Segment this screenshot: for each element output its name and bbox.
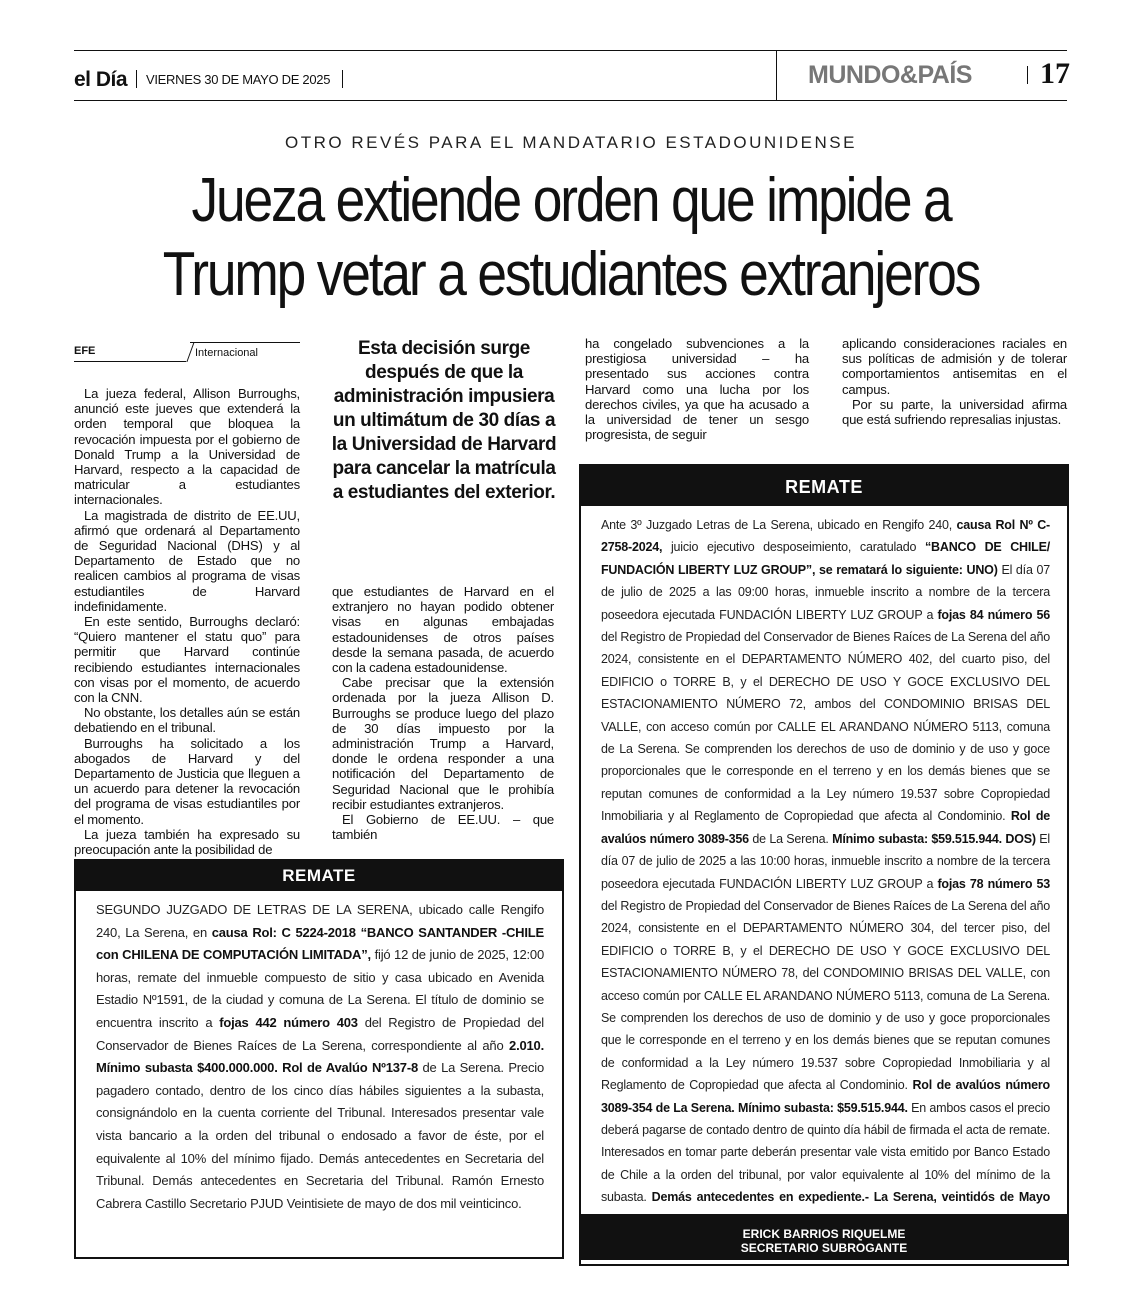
byline-slash — [186, 342, 194, 362]
paragraph: Burroughs ha solicitado a los abogados de Harvard y del Departamento de Justicia que lleguen a un acuerdo para detener la revocación del programa de visas estudiantiles por el momento. — [74, 735, 300, 827]
remate-text: El día 07 de julio de 2025 a las 10:00 horas, inmueble inscrito a nombre de la tercera poseedora ejecutada FUNDACIÓN LIBERTY LUZ GROUP a — [601, 831, 1051, 891]
byline-top-rule — [190, 342, 300, 343]
paragraph: La jueza también ha expresado su preocupación ante la posibilidad de — [74, 826, 300, 858]
article-column-4 — [842, 336, 1067, 427]
article-column-2 — [332, 584, 554, 842]
top-rule — [74, 50, 1067, 51]
paragraph: que estudiantes de Harvard en el extranjero no hayan podido obtener visas en algunas embajadas estadounidenses de otros países desde la semana pasada, de acuerdo con la cadena estadounidense. — [332, 584, 554, 676]
remate-title: REMATE — [76, 861, 562, 891]
header-divider — [342, 70, 343, 88]
remate-bold: 2.010. Mínimo subasta $400.000.000. Rol de Avalúo Nº137-8 — [96, 1037, 544, 1076]
header-divider — [136, 70, 137, 88]
remate-text: de La Serena. Precio pagadero contado, dentro de los cinco días hábiles siguientes a la subasta, consignándolo en la cuenta corriente del Tribunal. Interesados presentar vale vista bancario a la orden del tribunal o endosado a favor de éste, por el equivalente al 10% del mínimo fijado. Demás antecedentes en Secretaria del Tribunal. Demás antecedentes en Secretaria del Tribunal. Ramón Ernesto Cabrera Castillo Secretario PJUD Veintisiete de mayo de dos mil veinticinco. — [96, 1060, 544, 1211]
kicker: OTRO REVÉS PARA EL MANDATARIO ESTADOUNIDENSE — [285, 133, 857, 152]
remate-body — [76, 891, 562, 1215]
article-column-3 — [585, 336, 809, 442]
remate-text: del Registro de Propiedad del Conservador de Bienes Raíces de La Serena del año 2024, consistente en el DEPARTAMENTO NÚMERO 402, del cuarto piso, del EDIFICIO o TORRE B, y el DERECHO DE USO Y GOCE EXCLUSIVO DEL ESTACIONAMIENTO NÚMERO 72, ambos del CONDOMINIO BRISAS DEL VALLE, con acceso común por CALLE EL ARANDANO NÚMERO 5113, comuna de La Serena. Se comprenden los derechos de uso de dominio y de uso y goce proporcionales que le corresponde en el terreno y en los demás bienes que se reputan comunes de conformidad a la Ley número 19.537 sobre Copropiedad Inmobiliaria y al Reglamento de Copropiedad que afecta al Condominio. — [601, 630, 1050, 824]
byline-rule — [74, 361, 186, 362]
paragraph: aplicando consideraciones raciales en sus políticas de admisión y de tolerar comportamientos antisemitas en el campus. — [842, 336, 1067, 397]
paragraph: Por su parte, la universidad afirma que está sufriendo represalias injustas. — [842, 396, 1067, 428]
issue-date: VIERNES 30 DE MAYO DE 2025 — [146, 72, 331, 87]
article-column-1 — [74, 386, 300, 857]
remate-bold: fojas 442 número 403 — [219, 1014, 358, 1030]
remate-notice-left — [74, 859, 564, 1259]
pull-quote: Esta decisión surge después de que la administración impusiera un ultimátum de 30 días a la Universidad de Harvard para cancelar la matrícula a estudiantes del exterior. — [331, 338, 557, 503]
remate-bold: causa Rol Nº C-2758-2024, — [601, 518, 1050, 555]
remate-text: del Registro de Propiedad del Conservador de Bienes Raíces de La Serena, correspondiente al año — [96, 1014, 544, 1053]
remate-bold: Rol de avalúos número 3089-354 de La Serena. Mínimo subasta: $59.515.944. — [601, 1078, 1050, 1115]
remate-bold: causa Rol: C 5224-2018 “BANCO SANTANDER -CHILE con CHILENA DE COMPUTACIÓN LIMITADA”, — [96, 924, 544, 963]
signature-title: SECRETARIO SUBROGANTE — [740, 1241, 908, 1255]
remate-bold: Demás antecedentes en expediente.- La Serena, veintidós de Mayo — [651, 1190, 1051, 1205]
remate-text: juicio ejecutivo desposeimiento, caratulado — [662, 540, 925, 555]
remate-text: de La Serena. — [748, 831, 833, 846]
headline — [80, 164, 1062, 312]
remate-text: En ambos casos el precio deberá pagarse de contado dentro de quinto día hábil de firmada el acta de remate. Interesados en tomar parte deberán presentar vale vista emitido por Banco Estado de Chile a la orden del tribunal, por valor equivalente al 10% del mínimo de la subasta. — [601, 1100, 1050, 1205]
headline-line: Jueza extiende orden que impide a — [191, 166, 951, 235]
remate-notice-right — [579, 464, 1069, 1266]
article-category: Internacional — [195, 347, 258, 359]
paragraph: En este sentido, Burroughs declaró: “Quiero mantener el statu quo” para permitir que Harvard continúe recibiendo estudiantes internacionales con visas por el momento, de acuerdo con la CNN. — [74, 614, 300, 706]
remate-title: REMATE — [581, 466, 1067, 506]
remate-bold: “BANCO DE CHILE/ FUNDACIÓN LIBERTY LUZ GROUP”, se rematará lo siguiente: UNO) — [601, 540, 1050, 577]
headline-line: Trump vetar a estudiantes extranjeros — [162, 240, 980, 309]
remate-text: fijó 12 de junio de 2025, 12:00 horas, remate del inmueble compuesto de sitio y casa ubicado en Avenida Estadio Nº1591, de la ciudad y comuna de La Serena. El título de dominio se encuentra inscrito a — [96, 947, 544, 1030]
remate-bold: Rol de avalúos número 3089-356 — [601, 809, 1051, 846]
paragraph: Cabe precisar que la extensión ordenada por la jueza Allison D. Burroughs se produce luego del plazo de 30 días impuesto por la administración Trump a Harvard, donde le ordena responder a una notificación del Departamento de Seguridad Nacional que le prohibía recibir estudiantes extranjeros. — [332, 675, 554, 812]
section-label: MUNDO&PAÍS — [808, 61, 972, 89]
agency-byline: EFE — [74, 345, 96, 357]
paragraph: La magistrada de distrito de EE.UU, afirmó que ordenará al Departamento de Seguridad Nacional (DHS) y al Departamento de Estado que no realicen cambios al programa de visas estudiantiles de Harvard indefinidamente. — [74, 507, 300, 614]
remate-text: SEGUNDO JUZGADO DE LETRAS DE LA SERENA, ubicado calle Rengifo 240, La Serena, en — [96, 902, 544, 940]
remate-bold: fojas 78 número 53 — [937, 876, 1050, 891]
paragraph: La jueza federal, Allison Burroughs, anunció este jueves que extenderá la orden temporal que bloquea la revocación impuesta por el gobierno de Donald Trump a la Universidad de Harvard, respecto a la capacidad de matricular a estudiantes internacionales. — [74, 386, 300, 508]
paragraph: El Gobierno de EE.UU. – que también — [332, 812, 554, 843]
paragraph: ha congelado subvenciones a la prestigiosa universidad – ha presentado sus acciones contra Harvard como una lucha por los derechos civiles, ya que ha acusado a la universidad de tener un sesgo progresista, de seguir — [585, 336, 809, 443]
signature-name: ERICK BARRIOS RIQUELME — [742, 1227, 906, 1241]
remate-bold: Mínimo subasta: $59.515.944. DOS) — [832, 831, 1036, 846]
section-divider — [776, 50, 777, 100]
page-number: 17 — [1040, 57, 1070, 90]
remate-text: del Registro de Propiedad del Conservador de Bienes Raíces de La Serena del año 2024, consistente en el DEPARTAMENTO NÚMERO 304, del tercer piso, del EDIFICIO o TORRE B, y el DERECHO DE USO Y GOCE EXCLUSIVO DEL ESTACIONAMIENTO NÚMERO 78, del CONDOMINIO BRISAS DEL VALLE, con acceso común por CALLE EL ARANDANO NÚMERO 5113, comuna de La Serena. Se comprenden los derechos de uso de dominio y de uso y goce proporcionales que le corresponde en el terreno y en los demás bienes que se reputan comunes de conformidad a la Ley número 19.537 sobre Copropiedad Inmobiliaria y al Reglamento de Copropiedad que afecta al Condominio. — [601, 898, 1050, 1093]
remate-text: Ante 3º Juzgado Letras de La Serena, ubicado en Rengifo 240, — [601, 518, 957, 532]
page-number-divider — [1027, 66, 1028, 84]
remate-bold: fojas 84 número 56 — [937, 607, 1050, 622]
remate-body — [581, 506, 1067, 1231]
header-bottom-rule — [74, 100, 1067, 101]
brand-logo: el Día — [74, 68, 128, 91]
remate-signature — [581, 1214, 1067, 1260]
remate-text: El día 07 de julio de 2025 a las 09:00 horas, inmueble inscrito a nombre de la tercera poseedora ejecutada FUNDACIÓN LIBERTY LUZ GROUP a — [601, 562, 1050, 622]
paragraph: No obstante, los detalles aún se están debatiendo en el tribunal. — [74, 705, 300, 736]
